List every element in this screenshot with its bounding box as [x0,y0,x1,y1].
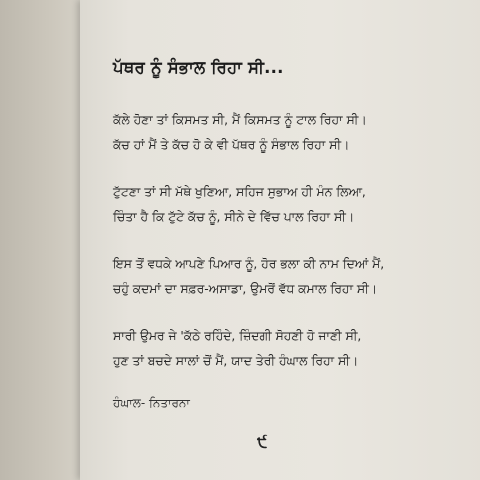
book-spine-shadow [0,0,86,480]
poem-title: ਪੱਥਰ ਨੂੰ ਸੰਭਾਲ ਰਿਹਾ ਸੀ... [113,58,284,77]
poem-line: ਕੱਲੇ ਹੋਣਾ ਤਾਂ ਕਿਸਮਤ ਸੀ, ਮੈਂ ਕਿਸਮਤ ਨੂੰ ਟਾਲ ਰਿਹਾ ਸੀ। [113,113,367,127]
poem-line: ਚਹੁੰ ਕਦਮਾਂ ਦਾ ਸਫ਼ਰ-ਅਸਾਡਾ, ਉਮਰੋਂ ਵੱਧ ਕਮਾਲ ਰਿਹਾ ਸੀ। [113,282,378,296]
poem-line: ਟੁੱਟਣਾ ਤਾਂ ਸੀ ਮੱਥੇ ਖੁਣਿਆ, ਸਹਿਜ ਸੁਭਾਅ ਹੀ ਮੰਨ ਲਿਆ, [113,185,366,199]
poem-line: ਚਿੰਤਾ ਹੈ ਕਿ ਟੁੱਟੇ ਕੱਚ ਨੂੰ, ਸੀਨੇ ਦੇ ਵਿੱਚ ਪਾਲ ਰਿਹਾ ਸੀ। [113,210,355,224]
glossary-footnote: ਹੰਘਾਲ- ਨਿਤਾਰਨਾ [113,396,190,410]
stanza-1 [113,108,473,158]
stanza-4 [113,324,473,374]
page-number: ੯ [257,432,268,451]
poem-line: ਹੁਣ ਤਾਂ ਬਚਦੇ ਸਾਲਾਂ ਚੋਂ ਮੈਂ, ਯਾਦ ਤੇਰੀ ਹੰਘਾਲ ਰਿਹਾ ਸੀ। [113,354,359,368]
stanza-2 [113,180,473,230]
stanza-3 [113,252,473,302]
poem-line: ਕੱਚ ਹਾਂ ਮੈਂ ਤੇ ਕੱਚ ਹੋ ਕੇ ਵੀ ਪੱਥਰ ਨੂੰ ਸੰਭਾਲ ਰਿਹਾ ਸੀ। [113,138,350,152]
poem-line: ਸਾਰੀ ਉਮਰ ਜੇ 'ਕੱਠੇ ਰਹਿੰਦੇ, ਜ਼ਿੰਦਗੀ ਸੋਹਣੀ ਹੋ ਜਾਣੀ ਸੀ, [113,329,362,343]
poem-line: ਇਸ ਤੋਂ ਵਧਕੇ ਆਪਣੇ ਪਿਆਰ ਨੂੰ, ਹੋਰ ਭਲਾ ਕੀ ਨਾਮ ਦਿਆਂ ਮੈਂ, [113,257,385,271]
poem [113,58,473,411]
